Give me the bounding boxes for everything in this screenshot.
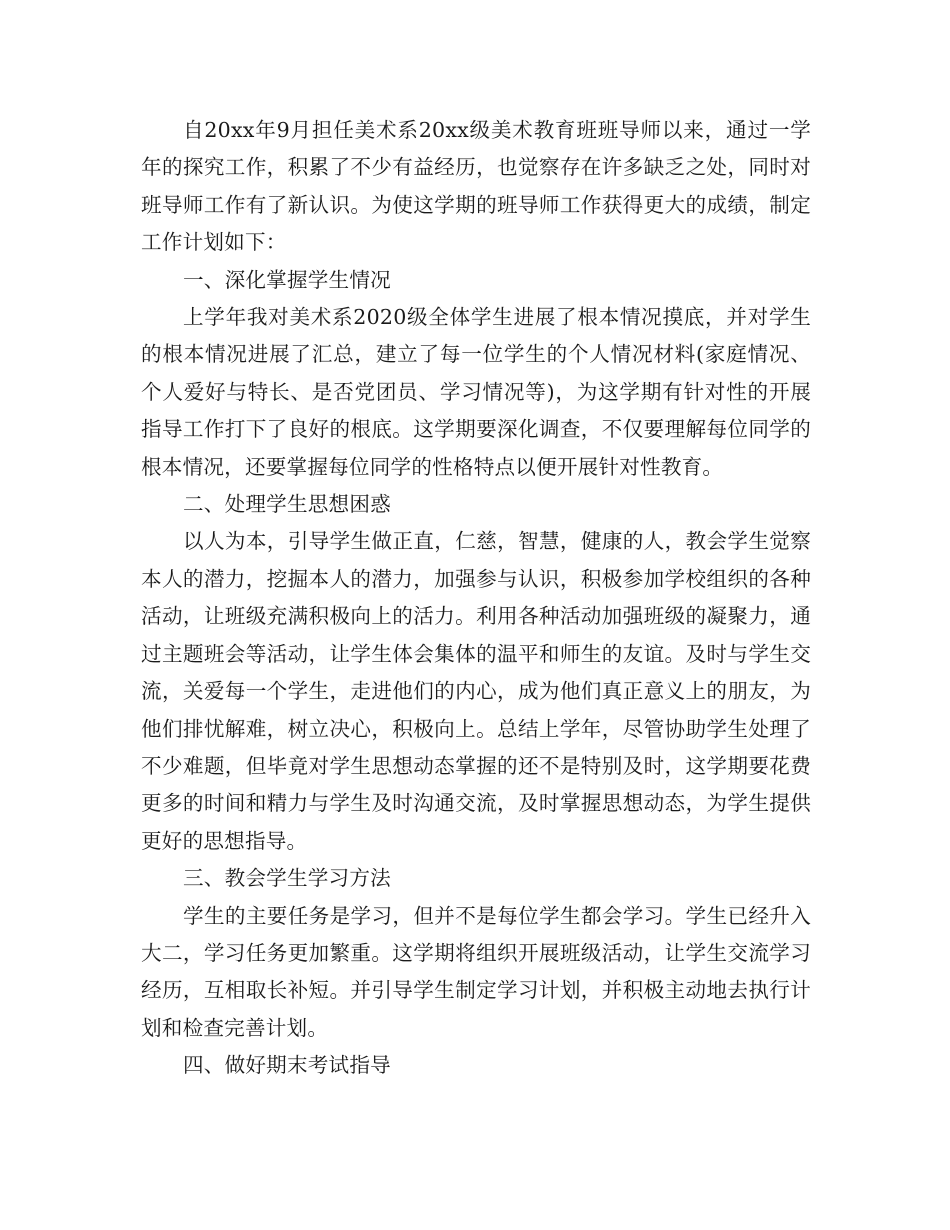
section-3-paragraph: 学生的主要任务是学习，但并不是每位学生都会学习。学生已经升入大二，学习任务更加繁重。这学期将组织开展班级活动，让学生交流学习经历，互相取长补短。并引导学生制定学习计划，并积极主动地去执行计划和检查完善计划。 — [141, 903, 811, 1040]
section-2-paragraph: 以人为本，引导学生做正直，仁慈，智慧，健康的人，教会学生觉察本人的潜力，挖掘本人的潜力，加强参与认识，积极参加学校组织的各种活动，让班级充满积极向上的活力。利用各种活动加强班级的凝聚力，通过主题班会等活动，让学生体会集体的温平和师生的友谊。及时与学生交流，关爱每一个学生，走进他们的内心，成为他们真正意义上的朋友，为他们排忧解难，树立决心，积极向上。总结上学年，尽管协助学生处理了不少难题，但毕竟对学生思想动态掌握的还不是特别及时，这学期要花费更多的时间和精力与学生及时沟通交流，及时掌握思想动态，为学生提供更好的思想指导。 — [141, 529, 811, 853]
section-heading-3: 三、教会学生学习方法 — [183, 866, 391, 891]
document-body — [141, 112, 811, 1085]
section-heading-4: 四、做好期末考试指导 — [183, 1053, 391, 1078]
section-heading-1: 一、深化掌握学生情况 — [183, 267, 391, 292]
section-1-paragraph: 上学年我对美术系2020级全体学生进展了根本情况摸底，并对学生的根本情况进展了汇总，建立了每一位学生的个人情况材料(家庭情况、个人爱好与特长、是否党团员、学习情况等)，为这学期有针对性的开展指导工作打下了良好的根底。这学期要深化调查，不仅要理解每位同学的根本情况，还要掌握每位同学的性格特点以便开展针对性教育。 — [141, 305, 811, 479]
section-heading-2: 二、处理学生思想困惑 — [183, 492, 391, 517]
intro-paragraph: 自20xx年9月担任美术系20xx级美术教育班班导师以来，通过一学年的探究工作，积累了不少有益经历，也觉察存在许多缺乏之处，同时对班导师工作有了新认识。为使这学期的班导师工作获得更大的成绩，制定工作计划如下： — [141, 118, 811, 255]
